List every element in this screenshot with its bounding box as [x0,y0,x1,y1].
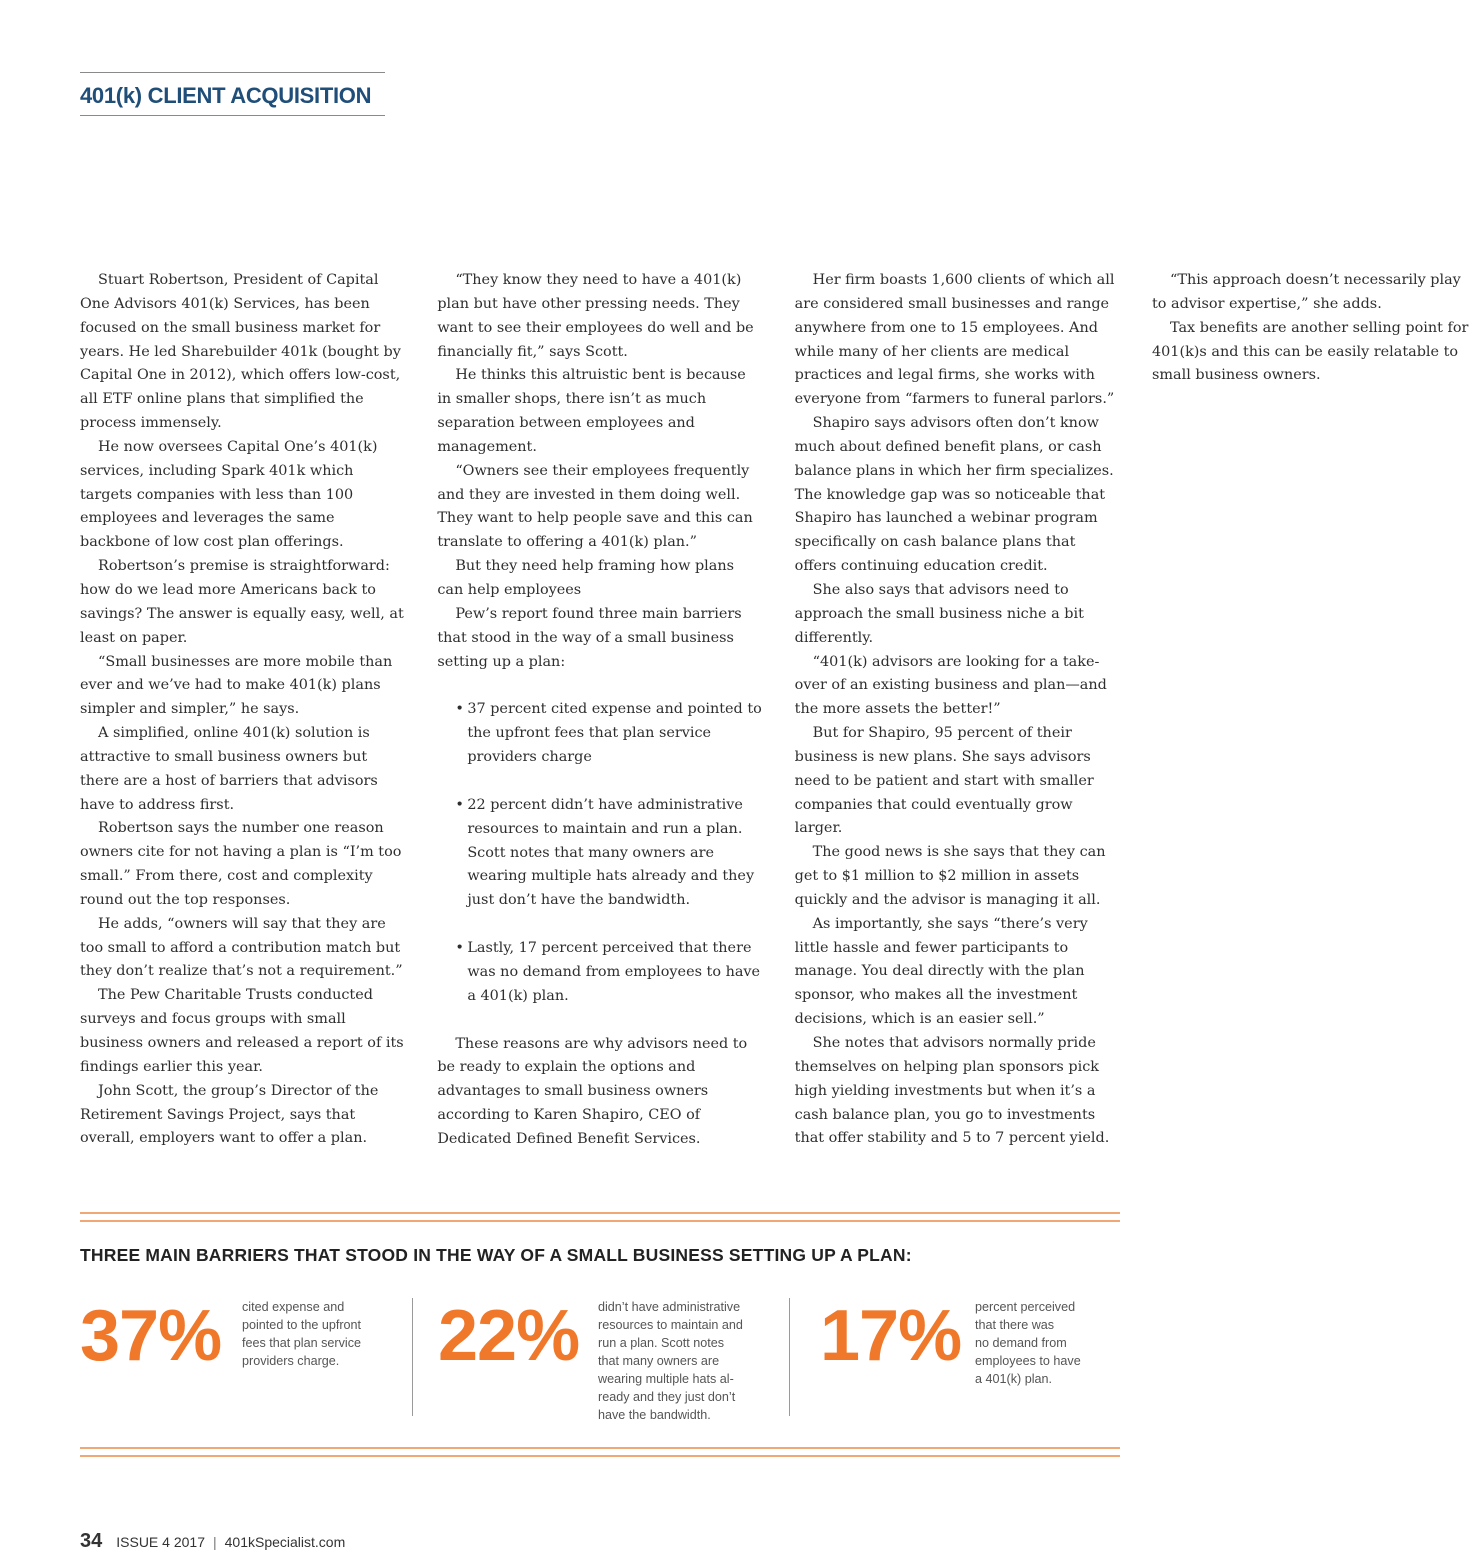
stat-block-17 [820,1298,1120,1416]
section-header [80,72,385,116]
section-title: 401(k) CLIENT ACQUISITION [80,83,372,108]
footer-separator: | [212,1534,217,1550]
bullet-icon: • [455,701,464,718]
page-number: 34 [80,1530,103,1552]
article-paragraph: He thinks this altruistic bent is because in smaller shops, there isn’t as much separation between employees and management. [437,367,746,455]
article-paragraph: He adds, “owners will say that they are too small to afford a contribution match but they don’t realize that’s not a requirement.” [80,915,403,980]
article-paragraph: Robertson’s premise is straightforward: how do we lead more Americans back to savings? The answer is equally easy, well, at least on paper. [80,558,404,646]
bullet-icon: • [455,940,464,957]
barrier-list-item [437,698,762,770]
article-paragraph: As importantly, she says “there’s very little hassle and fewer participants to manage. You deal directly with the plan sponsor, who makes all the investment decisions, which is an easier sell.” [794,915,1088,1028]
barrier-text: 22 percent didn’t have administrative resources to maintain and run a plan. Scott notes that many owners are wearing multiple hats already and they just don’t have the bandwidth. [467,796,755,909]
article-paragraph: Pew’s report found three main barriers that stood in the way of a small business setting up a plan: [437,605,742,670]
article-paragraph: Tax benefits are another selling point for 401(k)s and this can be easily relatable to small business owners. [1151,319,1469,384]
article-body [80,269,1469,1184]
article-paragraph: “This approach doesn’t necessarily play to advisor expertise,” she adds. [1151,272,1461,312]
stat-value: 17% [820,1296,962,1376]
article-paragraph: She notes that advisors normally pride themselves on helping plan sponsors pick high yielding investments but when it’s a cash balance plan, you go to investments that offer stability and 5 to 7 percent yield. [794,1035,1110,1147]
stats-heading: THREE MAIN BARRIERS THAT STOOD IN THE WAY OF A SMALL BUSINESS SETTING UP A PLAN: [80,1245,912,1265]
article-paragraph: “Small businesses are more mobile than ever and we’ve had to make 401(k) plans simpler and simpler,” he says. [80,653,393,718]
issue-label: ISSUE 4 2017 [116,1534,205,1550]
article-paragraph: “Owners see their employees frequently and they are invested in them doing well. They want to help people save and this can translate to offering a 401(k) plan.” [437,462,753,551]
stat-value: 37% [80,1296,222,1376]
barrier-list [437,698,762,1008]
stats-bottom-rule [80,1447,1120,1457]
article-paragraph: Her firm boasts 1,600 clients of which all are considered small businesses and range anywhere from one to 15 employees. And while many of her clients are medical practices and legal firms, she works with everyone from “farmers to funeral parlors.” [794,272,1115,408]
article-paragraph: Robertson says the number one reason owners cite for not having a plan is “I’m too small.” From there, cost and complexity round out the top responses. [80,820,402,908]
article-paragraph: But they need help framing how plans can help employees [437,558,735,598]
article-paragraph: A simplified, online 401(k) solution is attractive to small business owners but there are a host of barriers that advisors have to address first. [80,725,378,813]
article-paragraph: John Scott, the group’s Director of the Retirement Savings Project, says that overall, employers want to offer a plan. [80,1082,379,1147]
stat-divider [412,1298,413,1416]
stats-top-rule [80,1212,1120,1222]
article-paragraph: The Pew Charitable Trusts conducted surveys and focus groups with small business owners and released a report of its findings earlier this year. [80,987,404,1075]
barrier-text: 37 percent cited expense and pointed to the upfront fees that plan service providers charge [467,701,762,766]
article-paragraph: But for Shapiro, 95 percent of their business is new plans. She says advisors need to be patient and start with smaller companies that could eventually grow larger. [794,725,1094,837]
stat-value: 22% [438,1296,580,1376]
page-footer [80,1530,345,1553]
stat-divider [789,1298,790,1416]
stat-block-22 [438,1296,768,1422]
bullet-icon: • [455,796,464,813]
stat-description: percent perceived that there was no demand from employees to have a 401(k) plan. [975,1300,1081,1386]
article-paragraph: “They know they need to have a 401(k) plan but have other pressing needs. They want to see their employees do well and be financially fit,” says Scott. [437,272,754,360]
barrier-list-item [437,937,762,1009]
article-paragraph: Shapiro says advisors often don’t know much about defined benefit plans, or cash balance plans in which her firm specializes. The knowledge gap was so noticeable that Shapiro has launched a webinar program specifically on cash balance plans that offers continuing education credit. [794,415,1114,575]
article-paragraph: The good news is she says that they can get to $1 million to $2 million in assets quickly and the advisor is managing it all. [794,844,1106,908]
site-url: 401kSpecialist.com [224,1534,346,1550]
article-paragraph: Stuart Robertson, President of Capital One Advisors 401(k) Services, has been focused on the small business market for years. He led Sharebuilder 401k (bought by Capital One in 2012), which offers low-cost, all ETF online plans that simplified the process immensely. [80,272,401,432]
article-paragraph: “401(k) advisors are looking for a take-over of an existing business and plan—and the more assets the better!” [794,653,1107,718]
article-paragraph: These reasons are why advisors need to be ready to explain the options and advantages to small business owners according to Karen Shapiro, CEO of Dedicated Defined Benefit Services. [437,1035,748,1147]
stat-description: didn’t have administrative resources to maintain and run a plan. Scott notes that many owners are wearing multiple hats al- ready and they just don’t have the bandwidth. [598,1300,743,1422]
article-paragraph: He now oversees Capital One’s 401(k) services, including Spark 401k which targets companies with less than 100 employees and leverages the same backbone of low cost plan offerings. [80,438,378,551]
barrier-text: Lastly, 17 percent perceived that there was no demand from employees to have a 401(k) plan. [467,940,761,1004]
article-paragraph: She also says that advisors need to approach the small business niche a bit differently. [794,581,1084,646]
stat-block-37 [80,1298,400,1416]
stat-description: cited expense and pointed to the upfront fees that plan service providers charge. [242,1300,362,1368]
barrier-list-item [437,794,762,913]
